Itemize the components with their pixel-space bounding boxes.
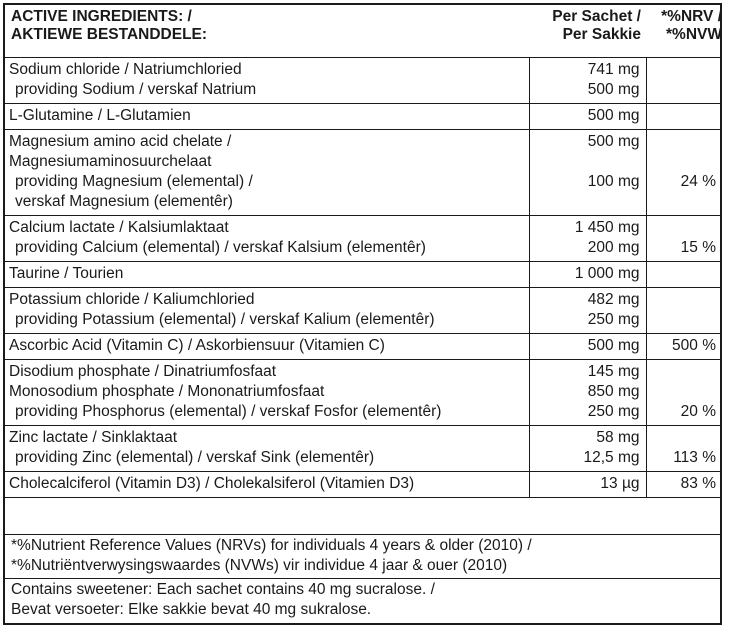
amount-text: 850 mg: [587, 383, 640, 400]
nrv-cell: [646, 216, 722, 262]
name-text: Magnesiumaminosuurchelaat: [9, 153, 212, 170]
amount-cell: [529, 58, 646, 104]
nrv-text: [653, 80, 717, 100]
ingredient-cell: [3, 288, 529, 334]
nrv-cell: [646, 104, 722, 130]
column-header-amount: [552, 8, 641, 44]
nrv-text: 113 %: [673, 449, 716, 466]
table-row: [3, 58, 722, 104]
amount-text: 500 mg: [587, 337, 640, 354]
amount-text: 1 450 mg: [574, 219, 640, 236]
name-text: Potassium chloride / Kaliumchloried: [9, 291, 255, 308]
amount-cell: [529, 472, 646, 498]
column-header-nrv: [661, 8, 722, 44]
ingredient-cell: [3, 334, 529, 360]
amount-text: 1 000 mg: [574, 265, 640, 282]
name-text: providing Phosphorus (elemental) / verskaf Fosfor (elementêr): [15, 403, 442, 420]
name-text: Cholecalciferol (Vitamin D3) / Cholekalsiferol (Vitamien D3): [9, 475, 415, 492]
amount-text: 500 mg: [587, 107, 640, 124]
header-name-line2: AKTIEWE BESTANDDELE:: [11, 26, 208, 43]
amount-cell: [529, 360, 646, 426]
nrv-footnote-line2: *%Nutriëntverwysingswaardes (NVWs) vir individue 4 jaar & ouer (2010): [11, 557, 508, 574]
ingredient-cell: [3, 130, 529, 216]
nrv-text: [653, 428, 717, 448]
table-row: [3, 472, 722, 498]
nrv-cell: [646, 360, 722, 426]
amount-text: 500 mg: [587, 81, 640, 98]
nrv-text: [653, 362, 717, 382]
nrv-text: 24 %: [680, 173, 716, 190]
ingredient-cell: [3, 58, 529, 104]
amount-cell: [529, 216, 646, 262]
amount-cell: [529, 426, 646, 472]
nrv-text: [653, 106, 717, 126]
ingredient-cell: [3, 262, 529, 288]
column-header-ingredients: [11, 8, 207, 44]
amount-cell: [529, 104, 646, 130]
nrv-text: 20 %: [680, 403, 716, 420]
amount-text: 12,5 mg: [583, 449, 640, 466]
amount-cell: [529, 288, 646, 334]
name-text: Sodium chloride / Natriumchloried: [9, 61, 242, 78]
amount-text: 100 mg: [587, 173, 640, 190]
amount-cell: [529, 334, 646, 360]
sweetener-note-line1: Contains sweetener: Each sachet contains 40 mg sucralose. /: [11, 581, 435, 598]
ingredient-cell: [3, 104, 529, 130]
amount-cell: [529, 130, 646, 216]
nrv-text: [653, 290, 717, 310]
nrv-cell: [646, 334, 722, 360]
amount-text: 741 mg: [587, 61, 640, 78]
sweetener-note: [3, 578, 722, 622]
nrv-text: [653, 382, 717, 402]
nrv-cell: [646, 130, 722, 216]
name-text: Calcium lactate / Kalsiumlaktaat: [9, 219, 229, 236]
header-amount-line2: Per Sakkie: [562, 26, 641, 43]
header-nrv-line2: *%NVW: [666, 26, 722, 43]
amount-text: 250 mg: [587, 311, 640, 328]
name-text: providing Magnesium (elemental) /: [15, 173, 253, 190]
nrv-text: [653, 192, 717, 212]
ingredients-table: [3, 57, 722, 498]
sweetener-note-line2: Bevat versoeter: Elke sakkie bevat 40 mg sukralose.: [11, 601, 372, 618]
nrv-cell: [646, 262, 722, 288]
table-row: [3, 288, 722, 334]
table-row: [3, 104, 722, 130]
name-text: providing Sodium / verskaf Natrium: [15, 81, 257, 98]
amount-text: [536, 192, 640, 212]
amount-text: 500 mg: [587, 133, 640, 150]
nrv-text: 83 %: [680, 475, 716, 492]
name-text: Monosodium phosphate / Mononatriumfosfaat: [9, 383, 325, 400]
nrv-cell: [646, 472, 722, 498]
name-text: Taurine / Tourien: [9, 265, 124, 282]
amount-text: 145 mg: [587, 363, 640, 380]
ingredient-cell: [3, 426, 529, 472]
nrv-footnote-line1: *%Nutrient Reference Values (NRVs) for individuals 4 years & older (2010) /: [11, 537, 532, 554]
name-text: verskaf Magnesium (elementêr): [15, 193, 233, 210]
table-row: [3, 130, 722, 216]
nrv-text: [653, 264, 717, 284]
name-text: providing Calcium (elemental) / verskaf Kalsium (elementêr): [15, 239, 426, 256]
amount-text: 13 µg: [600, 475, 640, 492]
amount-text: 200 mg: [587, 239, 640, 256]
ingredient-cell: [3, 472, 529, 498]
nrv-text: [653, 310, 717, 330]
header-name-line1: ACTIVE INGREDIENTS: /: [11, 8, 192, 25]
nrv-text: [653, 60, 717, 80]
amount-text: 58 mg: [596, 429, 640, 446]
name-text: L-Glutamine / L-Glutamien: [9, 107, 191, 124]
table-row: [3, 216, 722, 262]
amount-text: 250 mg: [587, 403, 640, 420]
nrv-cell: [646, 288, 722, 334]
nrv-cell: [646, 426, 722, 472]
table-row: [3, 360, 722, 426]
name-text: providing Potassium (elemental) / verskaf Kalium (elementêr): [15, 311, 435, 328]
ingredient-cell: [3, 216, 529, 262]
table-row: [3, 262, 722, 288]
nrv-cell: [646, 58, 722, 104]
name-text: Magnesium amino acid chelate /: [9, 133, 232, 150]
nrv-text: [653, 152, 717, 172]
table-row: [3, 426, 722, 472]
name-text: Ascorbic Acid (Vitamin C) / Askorbiensuur (Vitamien C): [9, 337, 385, 354]
amount-text: 482 mg: [587, 291, 640, 308]
ingredient-cell: [3, 360, 529, 426]
name-text: providing Zinc (elemental) / verskaf Sink (elementêr): [15, 449, 375, 466]
amount-cell: [529, 262, 646, 288]
footnotes: [3, 534, 722, 622]
table-row: [3, 334, 722, 360]
nrv-text: 500 %: [672, 337, 716, 354]
header-nrv-line1: *%NRV /: [661, 8, 722, 25]
amount-text: [536, 152, 640, 172]
nrv-text: [653, 132, 717, 152]
nrv-text: [653, 218, 717, 238]
name-text: Zinc lactate / Sinklaktaat: [9, 429, 177, 446]
name-text: Disodium phosphate / Dinatriumfosfaat: [9, 363, 277, 380]
nrv-text: 15 %: [680, 239, 716, 256]
nrv-footnote: [3, 534, 722, 578]
header-amount-line1: Per Sachet /: [552, 8, 641, 25]
